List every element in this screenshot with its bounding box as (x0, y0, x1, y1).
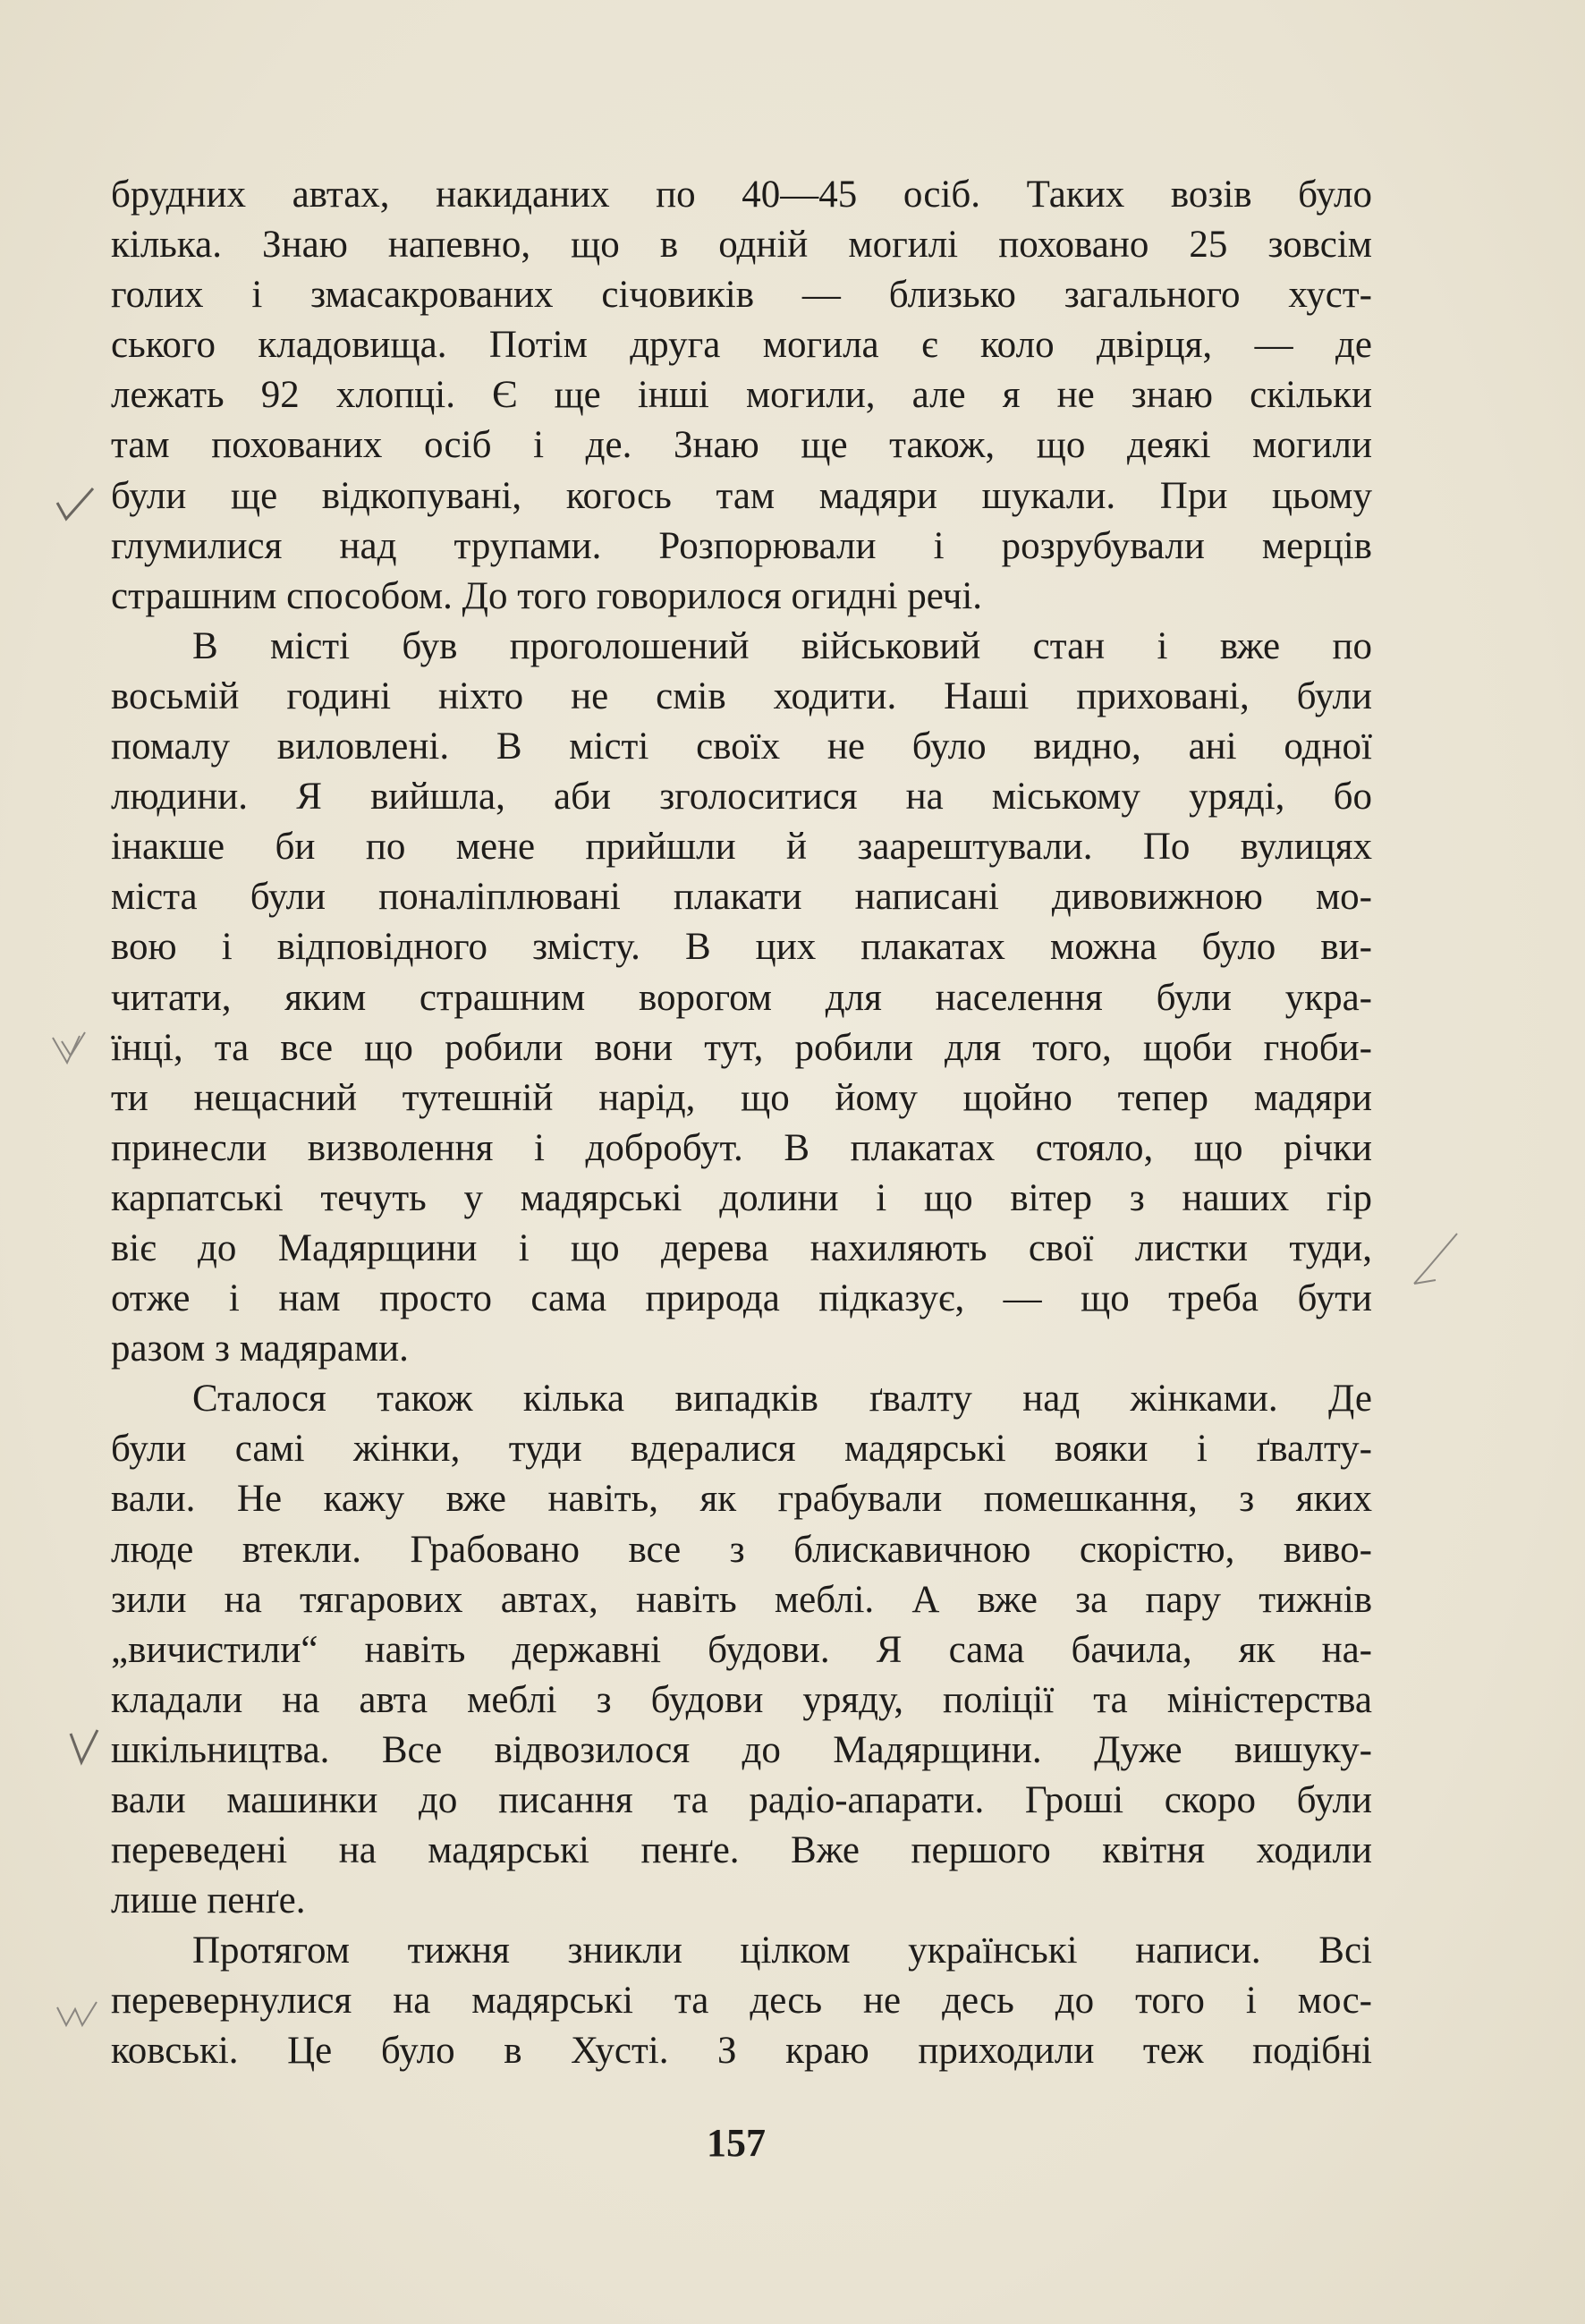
text-line: глумилися над трупами. Розпорювали і розрубували мерців (111, 524, 1372, 567)
text-line: перевернулися на мадярські та десь не десь до того і мос- (111, 1980, 1372, 2023)
text-line: голих і змасакрованих січовиків — близько загального хуст- (111, 274, 1372, 317)
text-line: страшним способом. До того говорилося огидні речі. (111, 574, 983, 617)
text-line: „вичистили“ навіть державні будови. Я сама бачила, як на- (111, 1628, 1372, 1671)
text-line: карпатські течуть у мадярські долини і що вітер з наших гір (111, 1176, 1372, 1219)
text-line: людини. Я вийшла, аби зголоситися на міському уряді, бо (111, 776, 1372, 818)
body-text (111, 170, 1372, 2077)
text-line: отже і нам просто сама природа підказує, — що треба бути (111, 1277, 1372, 1320)
text-line: віє до Мадярщини і що дерева нахиляють свої листки туди, (111, 1226, 1372, 1269)
text-line: читати, яким страшним ворогом для населення були укра- (111, 976, 1372, 1019)
text-line: брудних автах, накиданих по 40—45 осіб. Таких возів було (111, 174, 1372, 216)
text-line: вали. Не кажу вже навіть, як грабували помешкання, з яких (111, 1478, 1372, 1521)
text-line: кладали на авта меблі з будови уряду, поліції та міністерства (111, 1678, 1372, 1721)
text-line: шкільництва. Все відвозилося до Мадярщини. Дуже вишуку- (111, 1728, 1372, 1771)
text-line: переведені на мадярські пенґе. Вже першого квітня ходили (111, 1829, 1372, 1872)
text-line: лише пенґе. (111, 1879, 306, 1922)
text-line: зили на тягарових автах, навіть меблі. А вже за пару тижнів (111, 1578, 1372, 1621)
text-line: люде втекли. Грабовано все з блискавичною скорістю, виво- (111, 1528, 1372, 1571)
text-line: міста були поналіплювані плакати написані дивовижною мо- (111, 876, 1372, 919)
page-number: 157 (707, 2121, 766, 2165)
text-line: вою і відповідного змісту. В цих плакатах можна було ви- (111, 926, 1372, 969)
pencil-checkmark-icon (49, 1029, 98, 1073)
text-line: кілька. Знаю напевно, що в одній могилі поховано 25 зовсім (111, 224, 1372, 267)
pencil-checkmark-icon (1409, 1230, 1462, 1293)
text-line: принесли визволення і добробут. В плакатах стояло, що річки (111, 1126, 1372, 1169)
text-line: інакше би по мене прийшли й заарештували. По вулицях (111, 826, 1372, 869)
text-line: вали машинки до писання та радіо-апарати. Гроші скоро були (111, 1779, 1372, 1821)
text-line: восьмій годині ніхто не смів ходити. Наші приховані, були (111, 674, 1372, 717)
text-line: ти нещасний тутешній нарід, що йому щойно тепер мадяри (111, 1076, 1372, 1119)
text-line: були ще відкопувані, когось там мадяри шукали. При цьому (111, 474, 1372, 517)
text-line: лежать 92 хлопці. Є ще інші могили, але я не знаю скільки (111, 374, 1372, 417)
pencil-checkmark-icon (54, 483, 98, 528)
pencil-checkmark-icon (67, 1726, 103, 1771)
text-line: ського кладовища. Потім друга могила є коло двірця, — де (111, 324, 1372, 367)
text-line: помалу виловлені. В місті своїх не було видно, ані одної (111, 725, 1372, 768)
text-line: В місті був проголошений військовий стан і вже по (192, 624, 1372, 667)
text-line: їнці, та все що робили вони тут, робили для того, щоби гноби- (111, 1026, 1372, 1069)
text-line: разом з мадярами. (111, 1327, 409, 1370)
text-line: були самі жінки, туди вдералися мадярські вояки і ґвалту- (111, 1428, 1372, 1471)
pencil-checkmark-icon (54, 1995, 103, 2035)
text-line: Сталося також кілька випадків ґвалту над жінками. Де (192, 1378, 1372, 1421)
text-line: ковські. Це було в Хусті. З краю приходили теж подібні (111, 2030, 1372, 2073)
text-line: там похованих осіб і де. Знаю ще також, що деякі могили (111, 424, 1372, 467)
text-line: Протягом тижня зникли цілком українські написи. Всі (192, 1930, 1372, 1972)
